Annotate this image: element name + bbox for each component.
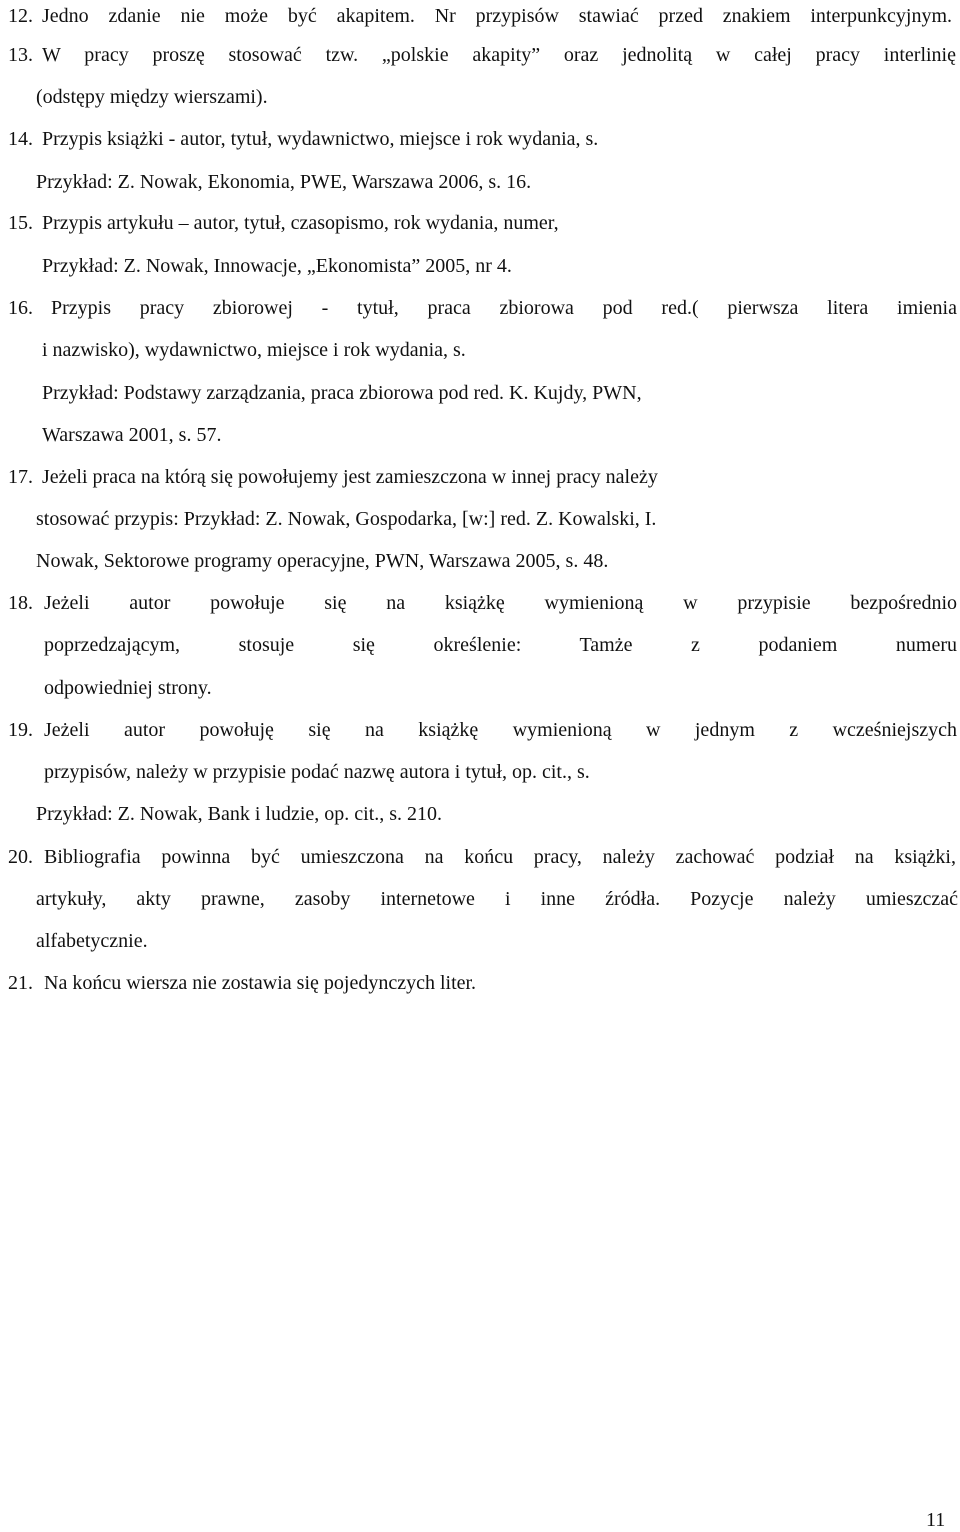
item-15-line-2: Przykład: Z. Nowak, Innowacje, „Ekonomista” 2005, nr 4. bbox=[42, 255, 512, 277]
item-19-line-1: Jeżeli autor powołuję się na książkę wymienioną w jednym z wcześniejszych bbox=[44, 719, 957, 741]
item-number-19: 19. bbox=[8, 719, 33, 741]
item-14-line-1: Przypis książki - autor, tytuł, wydawnictwo, miejsce i rok wydania, s. bbox=[42, 128, 599, 150]
item-21-line-1: Na końcu wiersza nie zostawia się pojedynczych liter. bbox=[44, 972, 477, 994]
item-15-line-1: Przypis artykułu – autor, tytuł, czasopismo, rok wydania, numer, bbox=[42, 212, 559, 234]
item-19-line-2: przypisów, należy w przypisie podać nazwę autora i tytuł, op. cit., s. bbox=[44, 761, 590, 783]
item-16-line-4: Warszawa 2001, s. 57. bbox=[42, 424, 222, 446]
item-20-line-1: Bibliografia powinna być umieszczona na końcu pracy, należy zachować podział na książki, bbox=[44, 846, 956, 868]
item-number-14: 14. bbox=[8, 128, 33, 150]
item-18-line-2: poprzedzającym, stosuje się określenie: Tamże z podaniem numeru bbox=[44, 634, 957, 656]
item-13-line-2: (odstępy między wierszami). bbox=[36, 86, 268, 108]
item-12-line-1: Jedno zdanie nie może być akapitem. Nr przypisów stawiać przed znakiem interpunkcyjnym. bbox=[42, 5, 952, 27]
item-20-line-3: alfabetycznie. bbox=[36, 930, 148, 952]
item-16-line-2: i nazwisko), wydawnictwo, miejsce i rok wydania, s. bbox=[42, 339, 466, 361]
item-number-16: 16. bbox=[8, 297, 33, 319]
item-13-line-1: W pracy proszę stosować tzw. „polskie akapity” oraz jednolitą w całej pracy interlinię bbox=[42, 44, 956, 66]
item-number-13: 13. bbox=[8, 44, 33, 66]
item-18-line-3: odpowiedniej strony. bbox=[44, 677, 212, 699]
item-19-line-3: Przykład: Z. Nowak, Bank i ludzie, op. cit., s. 210. bbox=[36, 803, 443, 825]
item-17-line-2: stosować przypis: Przykład: Z. Nowak, Gospodarka, [w:] red. Z. Kowalski, I. bbox=[36, 508, 657, 530]
item-number-12: 12. bbox=[8, 5, 33, 27]
item-20-line-2: artykuły, akty prawne, zasoby internetowe i inne źródła. Pozycje należy umieszczać bbox=[36, 888, 958, 910]
item-16-line-1: Przypis pracy zbiorowej - tytuł, praca zbiorowa pod red.( pierwsza litera imienia bbox=[51, 297, 957, 319]
item-17-line-3: Nowak, Sektorowe programy operacyjne, PWN, Warszawa 2005, s. 48. bbox=[36, 550, 609, 572]
item-number-21: 21. bbox=[8, 972, 33, 994]
page-number: 11 bbox=[926, 1509, 946, 1531]
item-number-15: 15. bbox=[8, 212, 33, 234]
item-number-18: 18. bbox=[8, 592, 33, 614]
item-number-17: 17. bbox=[8, 466, 33, 488]
item-18-line-1: Jeżeli autor powołuje się na książkę wymienioną w przypisie bezpośrednio bbox=[44, 592, 957, 614]
item-16-line-3: Przykład: Podstawy zarządzania, praca zbiorowa pod red. K. Kujdy, PWN, bbox=[42, 382, 642, 404]
item-number-20: 20. bbox=[8, 846, 33, 868]
item-14-line-2: Przykład: Z. Nowak, Ekonomia, PWE, Warszawa 2006, s. 16. bbox=[36, 171, 532, 193]
item-17-line-1: Jeżeli praca na którą się powołujemy jest zamieszczona w innej pracy należy bbox=[42, 466, 658, 488]
